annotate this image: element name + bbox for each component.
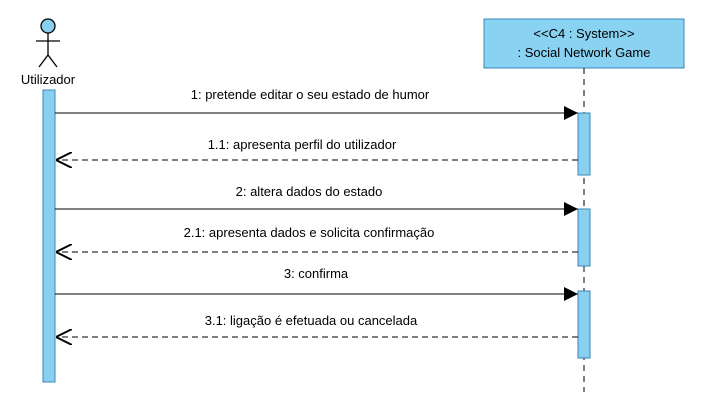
- message-label-3: 3: confirma: [283, 266, 349, 281]
- actor-label: Utilizador: [20, 72, 76, 87]
- actor-activation-bar: [43, 90, 55, 382]
- system-activation-bar-3: [578, 291, 590, 358]
- system-activation-bar-2: [578, 209, 590, 266]
- stick-figure-icon[interactable]: [36, 19, 60, 67]
- system-stereotype: <<C4 : System>>: [533, 26, 635, 41]
- message-label-1-1: 1.1: apresenta perfil do utilizador: [207, 137, 397, 152]
- message-label-3-1: 3.1: ligação é efetuada ou cancelada: [204, 313, 418, 328]
- system-activation-bar-1: [578, 113, 590, 175]
- system-name: : Social Network Game: [517, 45, 651, 60]
- message-label-1: 1: pretende editar o seu estado de humor: [190, 87, 430, 102]
- message-label-2: 2: altera dados do estado: [235, 184, 383, 199]
- message-label-2-1: 2.1: apresenta dados e solicita confirmação: [183, 225, 435, 240]
- system-participant[interactable]: [484, 19, 684, 68]
